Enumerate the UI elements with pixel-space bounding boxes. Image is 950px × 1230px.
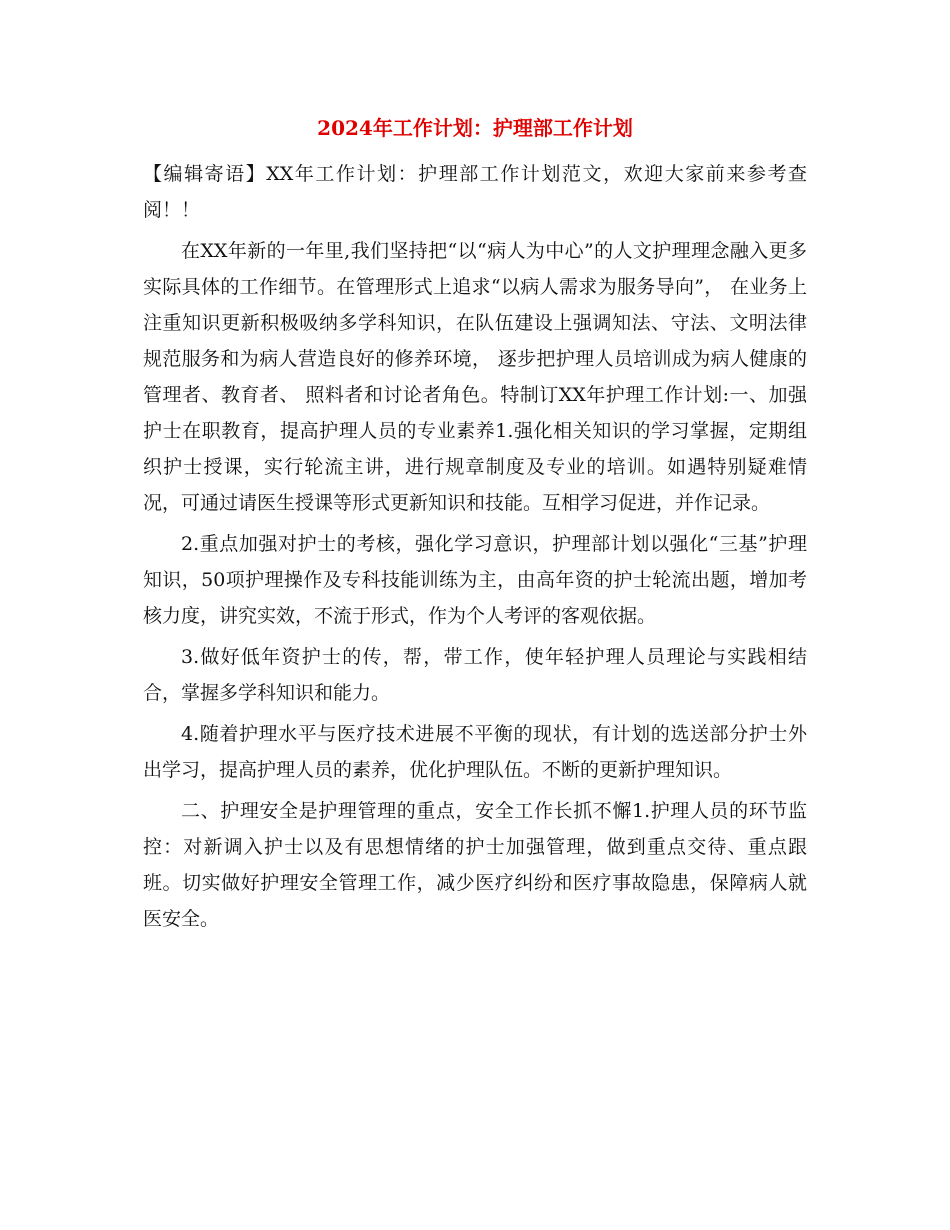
document-title: 2024年工作计划：护理部工作计划	[317, 116, 633, 140]
body-paragraph: 3.做好低年资护士的传，帮，带工作，使年轻护理人员理论与实践相结合，掌握多学科知识和能力。	[143, 646, 807, 704]
document-body	[143, 156, 807, 942]
editor-note-paragraph: 【编辑寄语】XX年工作计划：护理部工作计划范文，欢迎大家前来参考查阅！！	[143, 163, 807, 221]
body-paragraph: 二、护理安全是护理管理的重点，安全工作长抓不懈1.护理人员的环节监控：对新调入护士以及有思想情绪的护士加强管理，做到重点交待、重点跟班。切实做好护理安全管理工作，减少医疗纠纷和医疗事故隐患，保障病人就医安全。	[143, 800, 807, 930]
body-paragraph: 2.重点加强对护士的考核，强化学习意识，护理部计划以强化“三基”护理知识，50项护理操作及专科技能训练为主，由高年资的护士轮流出题，增加考核力度，讲究实效，不流于形式，作为个人考评的客观依据。	[143, 533, 807, 627]
body-paragraph: 4.随着护理水平与医疗技术进展不平衡的现状，有计划的选送部分护士外出学习，提高护理人员的素养，优化护理队伍。不断的更新护理知识。	[143, 723, 807, 781]
body-paragraph: 在XX年新的一年里,我们坚持把“以“病人为中心”的人文护理理念融入更多实际具体的工作细节。在管理形式上追求“以病人需求为服务导向”， 在业务上注重知识更新积极吸纳多学科知识，在队伍建设上强调知法、守法、文明法律规范服务和为病人营造良好的修养环境， 逐步把护理人员培训成为病人健康的管理者、教育者、 照料者和讨论者角色。特制订XX年护理工作计划:一、加强护士在职教育，提高护理人员的专业素养1.强化相关知识的学习掌握，定期组织护士授课，实行轮流主讲，进行规章制度及专业的培训。如遇特别疑难情况，可通过请医生授课等形式更新知识和技能。互相学习促进，并作记录。	[143, 240, 807, 514]
